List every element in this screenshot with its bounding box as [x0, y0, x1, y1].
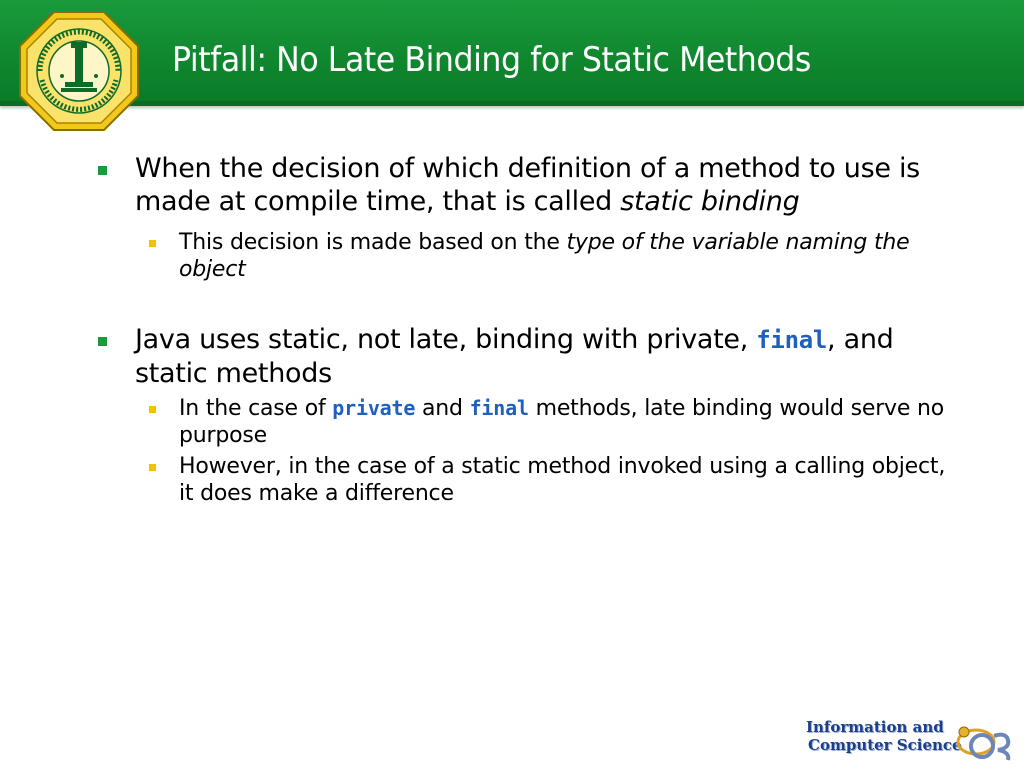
sub-bullet-square-icon — [149, 406, 156, 413]
slide-title: Pitfall: No Late Binding for Static Methods — [172, 40, 811, 80]
sub-bullet-text-and: and — [415, 396, 470, 421]
sub-bullet-square-icon — [149, 464, 156, 471]
footer-line-2: Computer Science — [808, 736, 962, 754]
code-keyword-final: final — [469, 396, 529, 420]
bullet-text: Java uses static, not late, binding with private, — [135, 324, 757, 355]
code-keyword-final: final — [756, 326, 828, 354]
bullet-square-icon — [98, 337, 107, 346]
bullet-square-icon — [98, 166, 107, 175]
bullet-text-italic: static binding — [620, 186, 800, 217]
university-seal-icon — [18, 10, 140, 132]
code-keyword-private: private — [332, 396, 416, 420]
sub-bullet-text-end: methods, late binding would serve no purpose — [179, 396, 945, 448]
footer-text — [806, 718, 962, 754]
bullet-text: When the decision of which definition of a method to use is made at compile time, that is called — [135, 153, 920, 217]
bullet-text-end: , and static methods — [135, 324, 894, 389]
bullet-static-binding — [92, 152, 952, 218]
bullet-java-static-binding — [92, 323, 952, 390]
slide-content — [92, 152, 952, 507]
sub-bullet-calling-object — [135, 453, 952, 507]
ics-logo-icon — [954, 718, 1016, 762]
sub-bullet-type-of-variable — [135, 229, 952, 283]
sub-bullet-text: However, in the case of a static method invoked using a calling object, it does make a difference — [179, 454, 946, 506]
sub-bullet-square-icon — [149, 240, 156, 247]
sub-bullet-private-final — [135, 395, 952, 449]
sub-bullet-text: In the case of — [179, 396, 333, 421]
sub-bullet-text-italic: type of the variable naming the object — [179, 230, 910, 282]
footer-line-1: Information and — [806, 718, 944, 736]
sub-bullet-text: This decision is made based on the — [179, 230, 567, 255]
ics-footer-logo — [806, 718, 1016, 762]
